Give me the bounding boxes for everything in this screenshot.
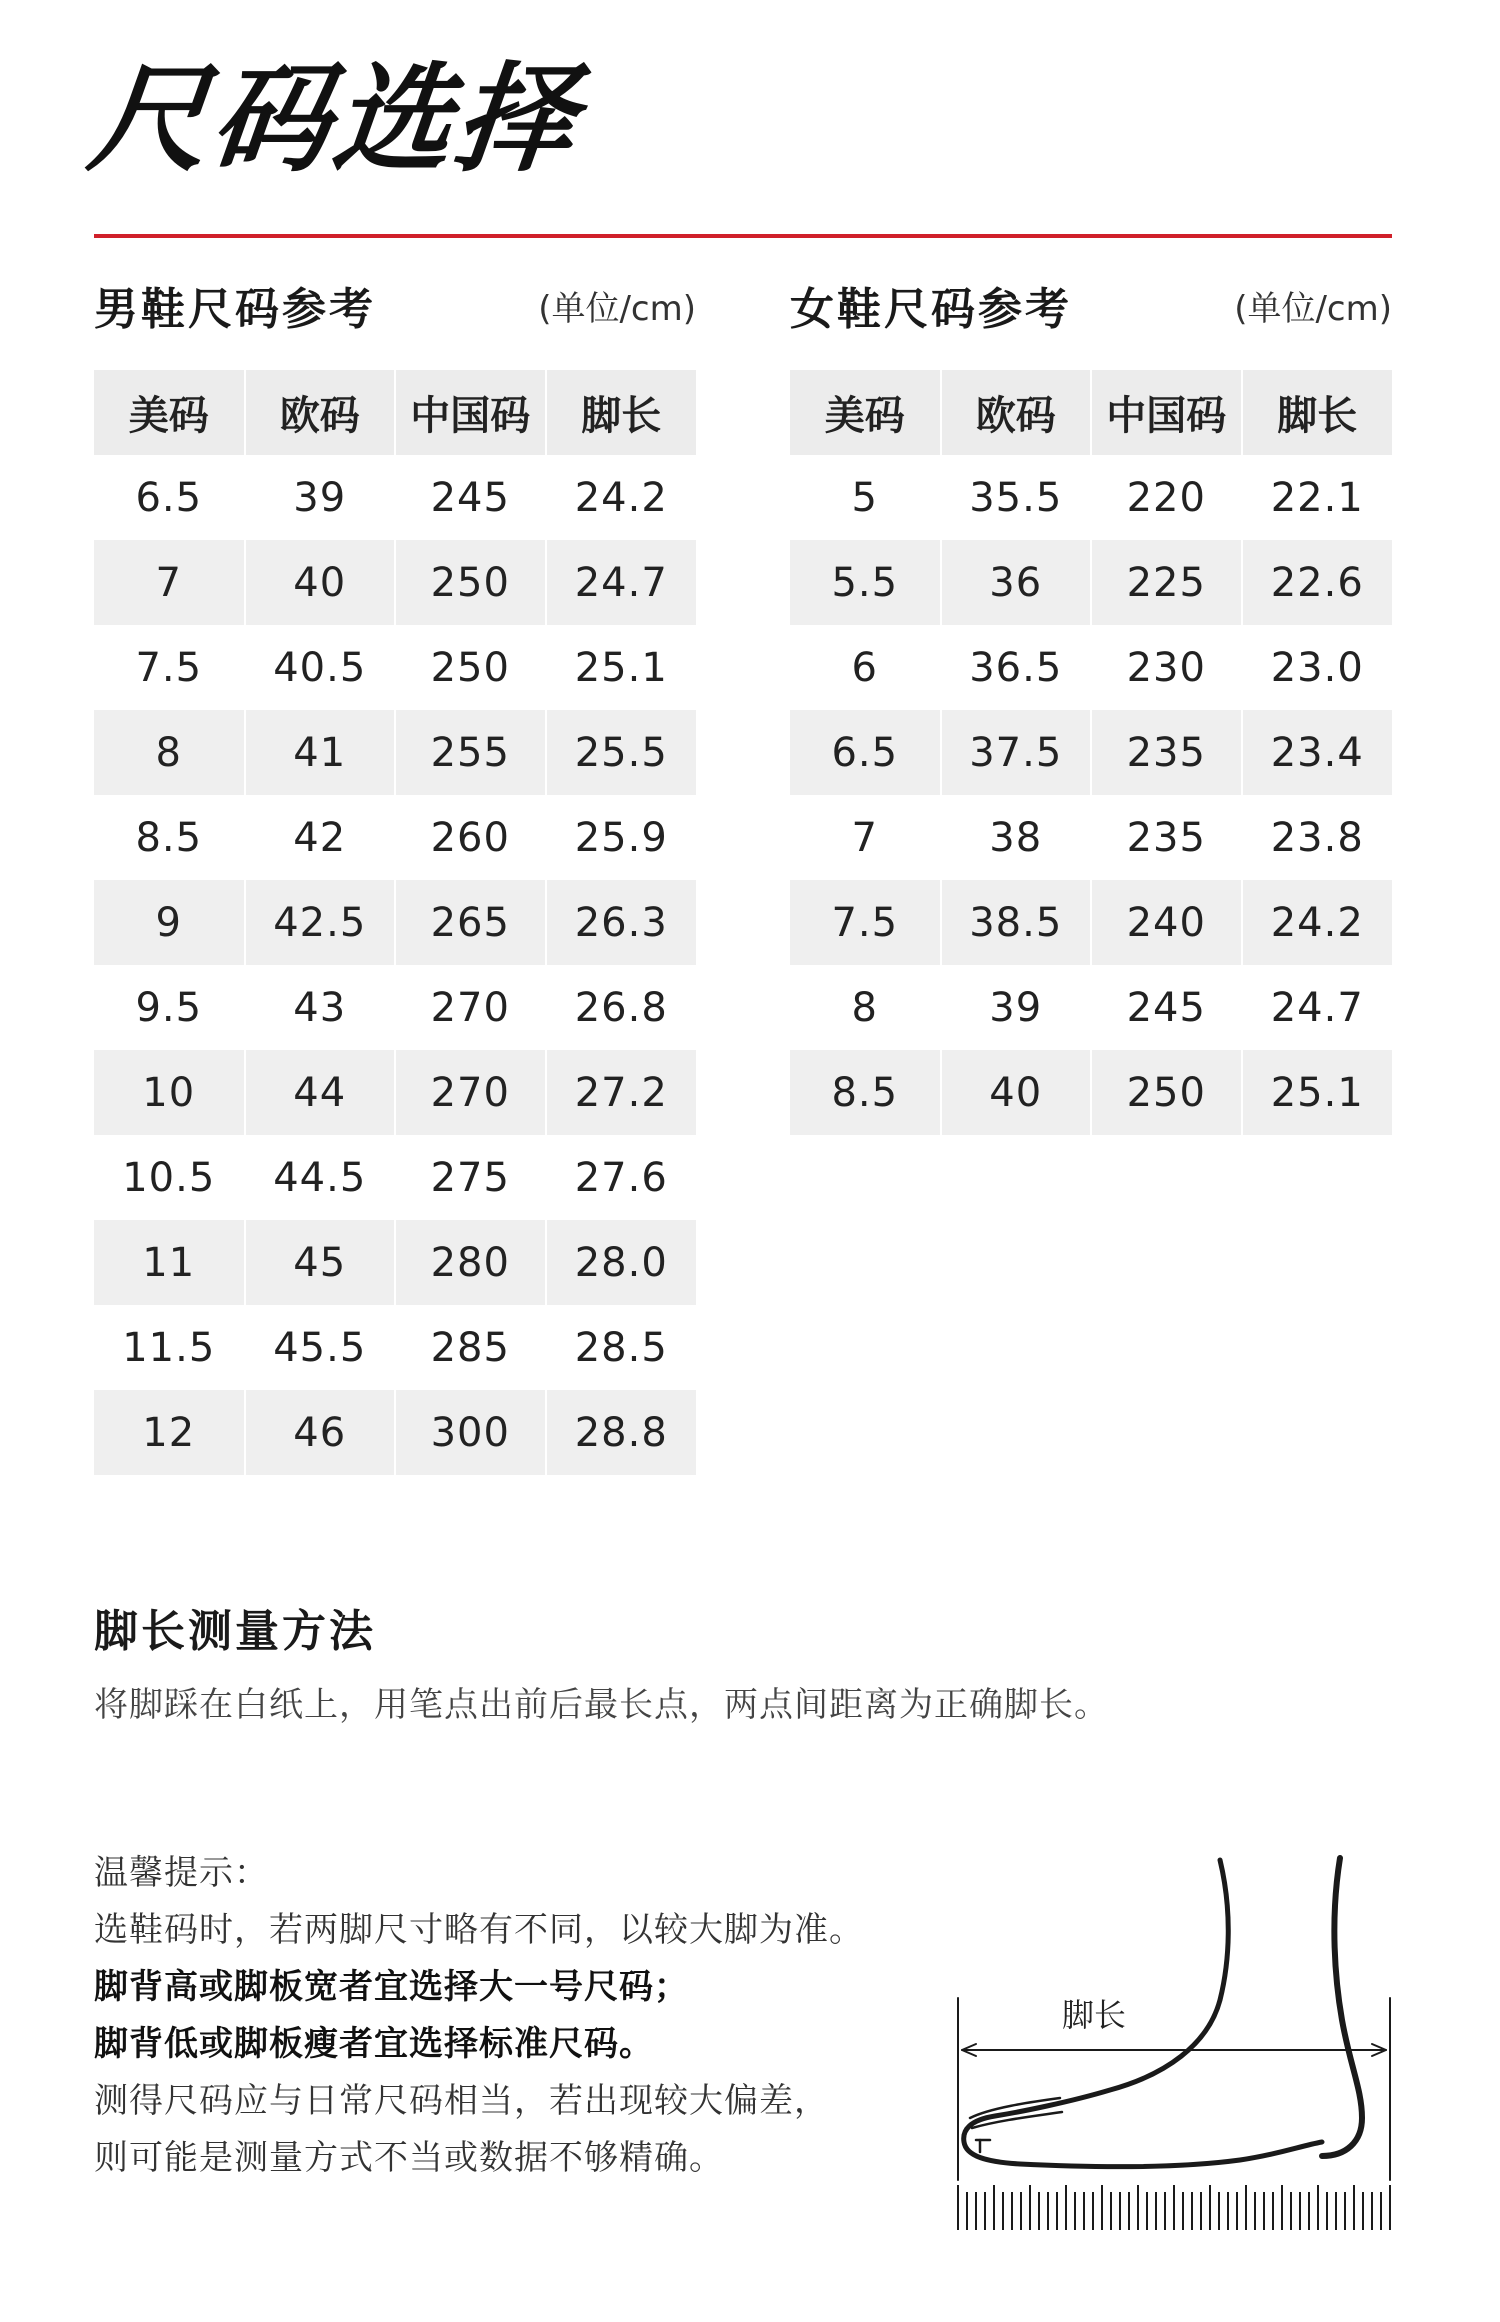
table-cell: 7 xyxy=(790,795,941,880)
table-cell: 11.5 xyxy=(94,1305,245,1390)
table-cell: 235 xyxy=(1091,710,1242,795)
tips-block xyxy=(94,1845,954,2187)
table-cell: 24.7 xyxy=(546,540,697,625)
table-cell: 27.2 xyxy=(546,1050,697,1135)
table-cell: 36.5 xyxy=(941,625,1092,710)
table-cell: 27.6 xyxy=(546,1135,697,1220)
tips-line-bold: 脚背低或脚板瘦者宜选择标准尺码。 xyxy=(94,2024,654,2064)
tips-line: 测得尺码应与日常尺码相当，若出现较大偏差， xyxy=(94,2081,829,2121)
table-row xyxy=(94,1220,696,1305)
tips-line: 则可能是测量方式不当或数据不够精确。 xyxy=(94,2138,724,2178)
table-cell: 28.5 xyxy=(546,1305,697,1390)
measure-title: 脚长测量方法 xyxy=(94,1606,376,1657)
table-cell: 40 xyxy=(941,1050,1092,1135)
foot-measure-illustration-icon xyxy=(950,1850,1400,2240)
women-unit-label: (单位/cm) xyxy=(1234,288,1392,329)
table-cell: 45.5 xyxy=(245,1305,396,1390)
table-cell: 10.5 xyxy=(94,1135,245,1220)
table-cell: 23.4 xyxy=(1242,710,1393,795)
table-cell: 255 xyxy=(395,710,546,795)
table-row xyxy=(790,455,1392,540)
table-cell: 6.5 xyxy=(790,710,941,795)
table-cell: 5.5 xyxy=(790,540,941,625)
column-header: 欧码 xyxy=(245,370,396,455)
table-row xyxy=(790,1050,1392,1135)
table-cell: 11 xyxy=(94,1220,245,1305)
table-cell: 230 xyxy=(1091,625,1242,710)
table-cell: 25.9 xyxy=(546,795,697,880)
tips-line-bold: 脚背高或脚板宽者宜选择大一号尺码； xyxy=(94,1967,689,2007)
women-size-table xyxy=(790,370,1392,1135)
table-row xyxy=(790,625,1392,710)
table-row xyxy=(94,965,696,1050)
table-cell: 22.1 xyxy=(1242,455,1393,540)
table-cell: 44.5 xyxy=(245,1135,396,1220)
table-cell: 260 xyxy=(395,795,546,880)
table-cell: 275 xyxy=(395,1135,546,1220)
table-cell: 45 xyxy=(245,1220,396,1305)
table-cell: 46 xyxy=(245,1390,396,1475)
table-row xyxy=(94,1135,696,1220)
measure-description: 将脚踩在白纸上，用笔点出前后最长点，两点间距离为正确脚长。 xyxy=(94,1685,1109,1725)
table-cell: 7 xyxy=(94,540,245,625)
table-row xyxy=(94,710,696,795)
table-cell: 40 xyxy=(245,540,396,625)
page-title: 尺码选择 xyxy=(82,50,586,188)
table-cell: 225 xyxy=(1091,540,1242,625)
table-cell: 25.5 xyxy=(546,710,697,795)
table-row xyxy=(94,625,696,710)
table-row xyxy=(94,880,696,965)
table-cell: 250 xyxy=(395,540,546,625)
table-cell: 7.5 xyxy=(94,625,245,710)
table-cell: 40.5 xyxy=(245,625,396,710)
table-cell: 250 xyxy=(395,625,546,710)
table-cell: 26.8 xyxy=(546,965,697,1050)
table-row xyxy=(790,880,1392,965)
table-cell: 220 xyxy=(1091,455,1242,540)
table-cell: 250 xyxy=(1091,1050,1242,1135)
table-cell: 9.5 xyxy=(94,965,245,1050)
table-cell: 28.8 xyxy=(546,1390,697,1475)
table-row xyxy=(790,540,1392,625)
table-cell: 5 xyxy=(790,455,941,540)
column-header: 欧码 xyxy=(941,370,1092,455)
table-cell: 245 xyxy=(395,455,546,540)
table-cell: 8 xyxy=(94,710,245,795)
table-cell: 41 xyxy=(245,710,396,795)
table-cell: 8.5 xyxy=(94,795,245,880)
table-row xyxy=(94,1305,696,1390)
table-cell: 39 xyxy=(245,455,396,540)
column-header: 美码 xyxy=(790,370,941,455)
tips-heading: 温馨提示： xyxy=(94,1853,269,1893)
column-header: 脚长 xyxy=(1242,370,1393,455)
men-size-table xyxy=(94,370,696,1475)
table-cell: 23.8 xyxy=(1242,795,1393,880)
table-cell: 12 xyxy=(94,1390,245,1475)
table-cell: 43 xyxy=(245,965,396,1050)
table-cell: 235 xyxy=(1091,795,1242,880)
table-cell: 25.1 xyxy=(1242,1050,1393,1135)
column-header: 美码 xyxy=(94,370,245,455)
men-section-header xyxy=(94,275,696,335)
tips-line: 选鞋码时，若两脚尺寸略有不同，以较大脚为准。 xyxy=(94,1910,864,1950)
table-cell: 6.5 xyxy=(94,455,245,540)
men-section-title: 男鞋尺码参考 xyxy=(94,284,376,335)
table-cell: 24.2 xyxy=(1242,880,1393,965)
table-row xyxy=(790,965,1392,1050)
women-section-title: 女鞋尺码参考 xyxy=(790,284,1072,335)
table-header-row xyxy=(790,370,1392,455)
table-cell: 240 xyxy=(1091,880,1242,965)
women-section-header xyxy=(790,275,1392,335)
table-cell: 37.5 xyxy=(941,710,1092,795)
table-cell: 22.6 xyxy=(1242,540,1393,625)
table-cell: 38.5 xyxy=(941,880,1092,965)
table-cell: 300 xyxy=(395,1390,546,1475)
table-row xyxy=(94,455,696,540)
table-cell: 265 xyxy=(395,880,546,965)
table-cell: 38 xyxy=(941,795,1092,880)
table-cell: 24.2 xyxy=(546,455,697,540)
title-divider xyxy=(94,234,1392,238)
column-header: 中国码 xyxy=(1091,370,1242,455)
table-cell: 270 xyxy=(395,1050,546,1135)
table-cell: 7.5 xyxy=(790,880,941,965)
table-cell: 8.5 xyxy=(790,1050,941,1135)
table-row xyxy=(94,540,696,625)
table-cell: 42.5 xyxy=(245,880,396,965)
table-cell: 39 xyxy=(941,965,1092,1050)
table-cell: 9 xyxy=(94,880,245,965)
table-cell: 25.1 xyxy=(546,625,697,710)
table-cell: 35.5 xyxy=(941,455,1092,540)
men-unit-label: (单位/cm) xyxy=(538,288,696,329)
table-cell: 24.7 xyxy=(1242,965,1393,1050)
table-cell: 6 xyxy=(790,625,941,710)
table-cell: 280 xyxy=(395,1220,546,1305)
table-cell: 10 xyxy=(94,1050,245,1135)
table-cell: 23.0 xyxy=(1242,625,1393,710)
table-cell: 28.0 xyxy=(546,1220,697,1305)
table-cell: 285 xyxy=(395,1305,546,1390)
table-row xyxy=(94,1390,696,1475)
ruler-icon xyxy=(958,2185,1390,2230)
column-header: 脚长 xyxy=(546,370,697,455)
foot-length-label: 脚长 xyxy=(1062,1996,1127,2034)
table-cell: 36 xyxy=(941,540,1092,625)
table-cell: 42 xyxy=(245,795,396,880)
table-cell: 270 xyxy=(395,965,546,1050)
table-cell: 8 xyxy=(790,965,941,1050)
table-cell: 44 xyxy=(245,1050,396,1135)
table-header-row xyxy=(94,370,696,455)
table-row xyxy=(790,795,1392,880)
table-row xyxy=(94,1050,696,1135)
column-header: 中国码 xyxy=(395,370,546,455)
table-cell: 245 xyxy=(1091,965,1242,1050)
table-row xyxy=(94,795,696,880)
table-cell: 26.3 xyxy=(546,880,697,965)
table-row xyxy=(790,710,1392,795)
